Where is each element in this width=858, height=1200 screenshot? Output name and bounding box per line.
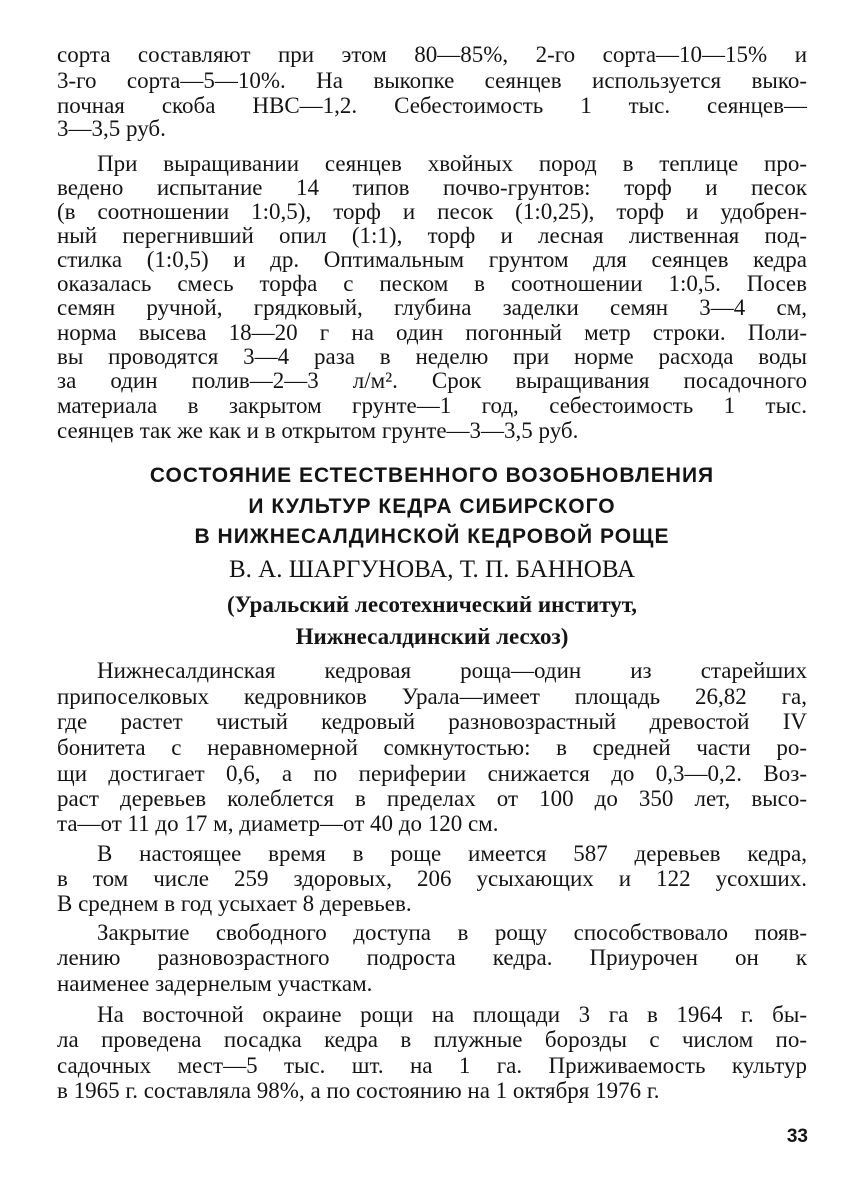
text-line: 3-го сорта—5—10%. На выкопке сеянцев используется выко-	[57, 68, 807, 93]
affiliation-line: (Уральский лесотехнический институт,	[226, 592, 638, 617]
text-line: где растет чистый кедровый разновозрастный древостой IV	[57, 709, 807, 734]
text-line: раст деревьев колеблется в пределах от 100 до 350 лет, высо-	[57, 786, 807, 811]
text-line: лению разновозрастного подроста кедра. Приурочен он к	[57, 945, 807, 970]
text-line: щи достигает 0,6, а по периферии снижается до 0,3—0,2. Воз-	[57, 761, 807, 786]
text-line: сорта составляют при этом 80—85%, 2-го сорта—10—15% и	[57, 42, 807, 67]
text-line: При выращивании сеянцев хвойных пород в теплице про-	[97, 151, 807, 176]
page-number: 33	[786, 1126, 808, 1147]
text-line: вы проводятся 3—4 раза в неделю при норме расхода воды	[57, 344, 807, 369]
text-line: садочных мест—5 тыс. шт. на 1 га. Приживаемость культур	[57, 1053, 807, 1078]
text-line: сеянцев так же как и в открытом грунте—3—3,5 руб.	[57, 418, 579, 443]
text-line: ла проведена посадка кедра в плужные борозды с числом по-	[57, 1027, 807, 1052]
text-line: наименее задернелым участкам.	[57, 971, 373, 996]
text-line: Закрытие свободного доступа в рощу способствовало появ-	[97, 920, 807, 945]
article-title-line: В НИЖНЕСАЛДИНСКОЙ КЕДРОВОЙ РОЩЕ	[194, 525, 670, 548]
text-line: почная скоба НВС—1,2. Себестоимость 1 тыс. сеянцев—	[57, 93, 807, 118]
text-line: семян ручной, грядковый, глубина заделки семян 3—4 см,	[57, 295, 807, 320]
text-line: оказалась смесь торфа с песком в соотношении 1:0,5. Посев	[57, 271, 807, 296]
text-line: та—от 11 до 17 м, диаметр—от 40 до 120 см.	[57, 811, 499, 836]
text-line: На восточной окраине рощи на площади 3 га в 1964 г. бы-	[97, 1002, 807, 1027]
text-line: (в соотношении 1:0,5), торф и песок (1:0,25), торф и удобрен-	[57, 199, 807, 224]
article-title-line: И КУЛЬТУР КЕДРА СИБИРСКОГО	[248, 495, 616, 518]
article-authors: В. А. ШАРГУНОВА, Т. П. БАННОВА	[228, 556, 636, 583]
text-line: норма высева 18—20 г на один погонный метр строки. Поли-	[57, 320, 807, 345]
affiliation-line: Нижнесалдинский лесхоз)	[295, 624, 569, 649]
text-line: за один полив—2—3 л/м². Срок выращивания посадочного	[57, 368, 807, 393]
text-line: припоселковых кедровников Урала—имеет площадь 26,82 га,	[57, 684, 807, 709]
text-line: ный перегнивший опил (1:1), торф и лесная лиственная под-	[57, 223, 807, 248]
text-line: В среднем в год усыхает 8 деревьев.	[57, 891, 412, 916]
text-line: в том числе 259 здоровых, 206 усыхающих и 122 усохших.	[57, 866, 807, 891]
text-line: ведено испытание 14 типов почво-грунтов: торф и песок	[57, 175, 807, 200]
text-line: в 1965 г. составляла 98%, а по состоянию на 1 октября 1976 г.	[57, 1078, 660, 1103]
text-line: 3—3,5 руб.	[57, 116, 166, 141]
article-title-line: СОСТОЯНИЕ ЕСТЕСТВЕННОГО ВОЗОБНОВЛЕНИЯ	[149, 464, 715, 487]
text-line: стилка (1:0,5) и др. Оптимальным грунтом для сеянцев кедра	[57, 247, 807, 272]
text-line: бонитета с неравномерной сомкнутостью: в средней части ро-	[57, 735, 807, 760]
text-line: материала в закрытом грунте—1 год, себестоимость 1 тыс.	[57, 393, 807, 418]
text-line: Нижнесалдинская кедровая роща—один из старейших	[97, 658, 807, 683]
text-line: В настоящее время в роще имеется 587 деревьев кедра,	[97, 841, 807, 866]
